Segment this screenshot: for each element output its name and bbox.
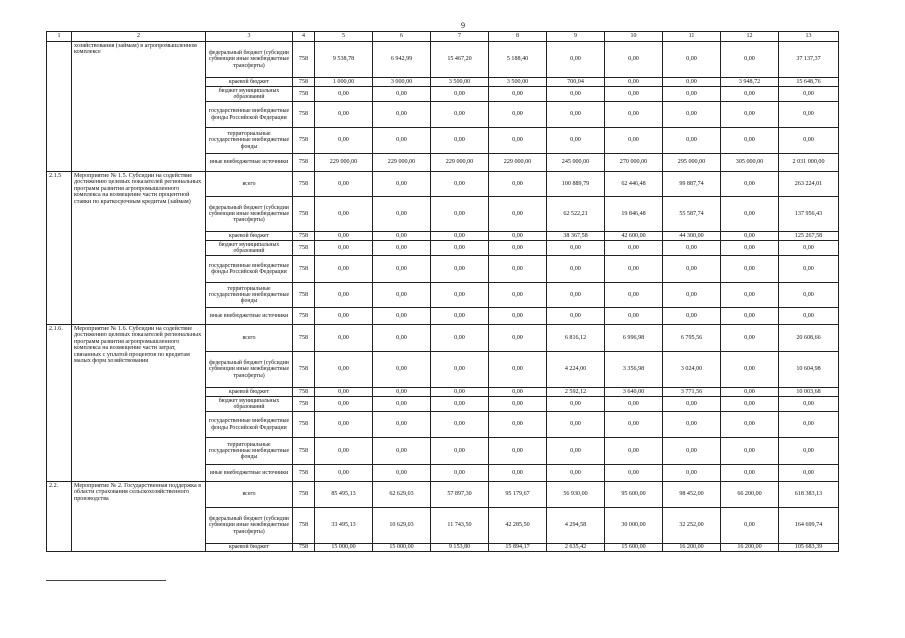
amount-cell: 0,00 [721, 283, 779, 308]
amount-cell: 0,00 [547, 42, 605, 78]
measure-description: Мероприятие № 2. Государственная поддержка в области страхования сельскохозяйственного производства [72, 482, 206, 552]
amount-cell: 42 285,50 [489, 508, 547, 544]
amount-cell: 30 000,00 [605, 508, 663, 544]
amount-cell: 0,00 [547, 397, 605, 412]
amount-cell: 0,00 [315, 397, 373, 412]
amount-cell: 0,00 [373, 325, 431, 352]
amount-cell: 0,00 [431, 232, 489, 241]
column-number-header: 6 [373, 32, 431, 42]
amount-cell: 0,00 [779, 283, 839, 308]
amount-cell: 0,00 [489, 232, 547, 241]
amount-cell: 0,00 [431, 397, 489, 412]
amount-cell: 3 024,00 [663, 352, 721, 388]
amount-cell: 0,00 [315, 128, 373, 154]
amount-cell: 0,00 [547, 283, 605, 308]
amount-cell: 164 699,74 [779, 508, 839, 544]
amount-cell: 0,00 [489, 87, 547, 102]
amount-cell: 270 000,00 [605, 154, 663, 172]
funding-source: иные внебюджетные источники [206, 465, 293, 482]
measure-description: Мероприятие № 1.6. Субсидии на содействие достижению целевых показателей региональных программ развития агропромышленного комплекса на возмещение части затрат, связанных с уплатой процентов по кредитам малых форм хозяйствования [72, 325, 206, 482]
funding-source: краевой бюджет [206, 232, 293, 241]
authority-code: 758 [293, 482, 315, 508]
column-number-header: 3 [206, 32, 293, 42]
authority-code: 758 [293, 154, 315, 172]
amount-cell: 229 000,00 [373, 154, 431, 172]
amount-cell: 0,00 [373, 256, 431, 283]
authority-code: 758 [293, 352, 315, 388]
amount-cell: 0,00 [721, 325, 779, 352]
amount-cell: 125 267,58 [779, 232, 839, 241]
amount-cell: 0,00 [373, 388, 431, 397]
amount-cell: 0,00 [315, 352, 373, 388]
amount-cell: 0,00 [489, 397, 547, 412]
amount-cell: 0,00 [721, 308, 779, 325]
amount-cell: 9 153,80 [431, 544, 489, 552]
amount-cell: 0,00 [779, 412, 839, 438]
amount-cell: 0,00 [373, 232, 431, 241]
amount-cell: 62 522,21 [547, 197, 605, 232]
funding-source: бюджет муниципальных образований [206, 397, 293, 412]
amount-cell: 0,00 [431, 465, 489, 482]
amount-cell: 1 000,00 [315, 78, 373, 87]
amount-cell: 0,00 [779, 465, 839, 482]
funding-source: всего [206, 482, 293, 508]
amount-cell: 0,00 [663, 256, 721, 283]
amount-cell: 4 224,00 [547, 352, 605, 388]
amount-cell: 37 137,37 [779, 42, 839, 78]
column-number-header: 12 [721, 32, 779, 42]
amount-cell: 0,00 [431, 438, 489, 465]
amount-cell: 618 383,13 [779, 482, 839, 508]
amount-cell: 0,00 [721, 256, 779, 283]
table-row [47, 325, 839, 352]
column-number-header: 8 [489, 32, 547, 42]
amount-cell: 0,00 [721, 508, 779, 544]
amount-cell: 0,00 [489, 197, 547, 232]
amount-cell: 0,00 [779, 241, 839, 256]
amount-cell: 245 000,00 [547, 154, 605, 172]
amount-cell: 0,00 [431, 308, 489, 325]
amount-cell: 0,00 [431, 352, 489, 388]
authority-code: 758 [293, 508, 315, 544]
amount-cell: 0,00 [779, 102, 839, 128]
amount-cell: 0,00 [373, 438, 431, 465]
amount-cell: 3 500,00 [489, 78, 547, 87]
amount-cell: 0,00 [431, 87, 489, 102]
funding-source: федеральный бюджет (субсидии субвенции иные межбюджетные трансферты) [206, 197, 293, 232]
amount-cell: 15 467,20 [431, 42, 489, 78]
amount-cell: 0,00 [721, 102, 779, 128]
amount-cell: 0,00 [605, 128, 663, 154]
column-number-header: 7 [431, 32, 489, 42]
amount-cell: 32 252,00 [663, 508, 721, 544]
amount-cell: 3 356,98 [605, 352, 663, 388]
amount-cell: 16 200,00 [663, 544, 721, 552]
amount-cell: 0,00 [663, 438, 721, 465]
authority-code: 758 [293, 325, 315, 352]
funding-source: федеральный бюджет (субсидии субвенции иные межбюджетные трансферты) [206, 508, 293, 544]
amount-cell: 0,00 [373, 283, 431, 308]
amount-cell: 10 604,98 [779, 352, 839, 388]
amount-cell: 66 200,00 [721, 482, 779, 508]
amount-cell: 0,00 [315, 87, 373, 102]
amount-cell: 0,00 [663, 78, 721, 87]
amount-cell: 0,00 [721, 465, 779, 482]
funding-source: государственные внебюджетные фонды Российской Федерации [206, 256, 293, 283]
amount-cell: 0,00 [721, 232, 779, 241]
authority-code: 758 [293, 412, 315, 438]
authority-code: 758 [293, 42, 315, 78]
authority-code: 758 [293, 241, 315, 256]
amount-cell: 42 600,00 [605, 232, 663, 241]
authority-code: 758 [293, 438, 315, 465]
amount-cell: 0,00 [489, 352, 547, 388]
amount-cell: 56 930,00 [547, 482, 605, 508]
amount-cell: 100 889,79 [547, 172, 605, 197]
amount-cell: 15 600,00 [605, 544, 663, 552]
amount-cell: 0,00 [663, 102, 721, 128]
amount-cell: 0,00 [315, 308, 373, 325]
amount-cell: 0,00 [779, 256, 839, 283]
amount-cell: 0,00 [721, 128, 779, 154]
column-number-header: 4 [293, 32, 315, 42]
table-row [47, 482, 839, 508]
amount-cell: 0,00 [315, 438, 373, 465]
authority-code: 758 [293, 388, 315, 397]
authority-code: 758 [293, 283, 315, 308]
amount-cell: 15 000,00 [315, 544, 373, 552]
amount-cell: 3 500,00 [431, 78, 489, 87]
amount-cell: 0,00 [315, 412, 373, 438]
amount-cell: 2 635,42 [547, 544, 605, 552]
amount-cell: 9 538,78 [315, 42, 373, 78]
funding-source: территориальные государственные внебюджетные фонды [206, 128, 293, 154]
amount-cell: 0,00 [721, 241, 779, 256]
funding-source: федеральный бюджет (субсидии субвенции иные межбюджетные трансферты) [206, 352, 293, 388]
amount-cell: 0,00 [663, 412, 721, 438]
amount-cell: 0,00 [721, 412, 779, 438]
authority-code: 758 [293, 232, 315, 241]
amount-cell: 0,00 [431, 325, 489, 352]
amount-cell: 229 000,00 [315, 154, 373, 172]
amount-cell: 4 294,58 [547, 508, 605, 544]
authority-code: 758 [293, 172, 315, 197]
amount-cell: 0,00 [315, 197, 373, 232]
amount-cell: 0,00 [547, 256, 605, 283]
amount-cell: 3 948,72 [721, 78, 779, 87]
amount-cell: 0,00 [605, 78, 663, 87]
amount-cell: 0,00 [489, 128, 547, 154]
funding-source: территориальные государственные внебюджетные фонды [206, 283, 293, 308]
amount-cell: 0,00 [721, 388, 779, 397]
amount-cell: 0,00 [373, 197, 431, 232]
column-number-header: 10 [605, 32, 663, 42]
amount-cell: 0,00 [315, 256, 373, 283]
amount-cell: 99 887,74 [663, 172, 721, 197]
amount-cell: 0,00 [605, 308, 663, 325]
column-number-header: 9 [547, 32, 605, 42]
amount-cell: 0,00 [431, 241, 489, 256]
amount-cell: 0,00 [373, 308, 431, 325]
amount-cell: 263 224,01 [779, 172, 839, 197]
funding-source: государственные внебюджетные фонды Российской Федерации [206, 102, 293, 128]
budget-table [46, 31, 839, 552]
amount-cell: 0,00 [605, 87, 663, 102]
amount-cell: 3 771,56 [663, 388, 721, 397]
authority-code: 758 [293, 397, 315, 412]
amount-cell: 0,00 [315, 283, 373, 308]
amount-cell: 0,00 [431, 388, 489, 397]
amount-cell: 0,00 [547, 412, 605, 438]
authority-code: 758 [293, 308, 315, 325]
amount-cell: 0,00 [315, 465, 373, 482]
funding-source: краевой бюджет [206, 388, 293, 397]
funding-source: бюджет муниципальных образований [206, 241, 293, 256]
amount-cell: 0,00 [547, 241, 605, 256]
amount-cell: 0,00 [779, 397, 839, 412]
measure-description: хозяйствования (займам) в агропромышленном комплексе [72, 42, 206, 172]
amount-cell: 0,00 [605, 412, 663, 438]
table-row [47, 172, 839, 197]
funding-source: бюджет муниципальных образований [206, 87, 293, 102]
amount-cell: 0,00 [605, 397, 663, 412]
amount-cell: 0,00 [489, 465, 547, 482]
amount-cell: 0,00 [315, 232, 373, 241]
amount-cell: 0,00 [373, 172, 431, 197]
funding-source: краевой бюджет [206, 78, 293, 87]
amount-cell: 20 608,66 [779, 325, 839, 352]
funding-source: всего [206, 325, 293, 352]
amount-cell: 0,00 [779, 128, 839, 154]
authority-code: 758 [293, 197, 315, 232]
amount-cell: 0,00 [431, 283, 489, 308]
amount-cell: 0,00 [547, 465, 605, 482]
amount-cell: 95 600,00 [605, 482, 663, 508]
amount-cell: 0,00 [779, 87, 839, 102]
authority-code: 758 [293, 128, 315, 154]
amount-cell: 0,00 [663, 42, 721, 78]
amount-cell: 0,00 [721, 42, 779, 78]
amount-cell: 0,00 [663, 241, 721, 256]
amount-cell: 0,00 [605, 256, 663, 283]
amount-cell: 229 000,00 [431, 154, 489, 172]
amount-cell: 0,00 [547, 102, 605, 128]
measure-description: Мероприятие № 1.5. Субсидии на содействие достижению целевых показателей региональных программ развития агропромышленного комплекса на возмещение части процентной ставки по краткосрочным кредитам (займам) [72, 172, 206, 325]
amount-cell: 0,00 [489, 241, 547, 256]
amount-cell: 0,00 [547, 128, 605, 154]
amount-cell: 38 367,58 [547, 232, 605, 241]
amount-cell: 95 179,67 [489, 482, 547, 508]
amount-cell: 0,00 [373, 87, 431, 102]
amount-cell: 0,00 [605, 438, 663, 465]
amount-cell: 0,00 [547, 438, 605, 465]
amount-cell: 0,00 [431, 256, 489, 283]
amount-cell: 0,00 [489, 102, 547, 128]
amount-cell: 0,00 [605, 465, 663, 482]
amount-cell: 44 300,00 [663, 232, 721, 241]
amount-cell: 3 640,00 [605, 388, 663, 397]
amount-cell: 0,00 [721, 87, 779, 102]
amount-cell: 0,00 [663, 128, 721, 154]
funding-source: государственные внебюджетные фонды Российской Федерации [206, 412, 293, 438]
amount-cell: 295 000,00 [663, 154, 721, 172]
amount-cell: 0,00 [721, 197, 779, 232]
amount-cell: 0,00 [373, 412, 431, 438]
amount-cell: 3 000,00 [373, 78, 431, 87]
amount-cell: 0,00 [489, 325, 547, 352]
column-number-header: 2 [72, 32, 206, 42]
amount-cell: 19 846,48 [605, 197, 663, 232]
column-number-header: 5 [315, 32, 373, 42]
amount-cell: 85 495,13 [315, 482, 373, 508]
amount-cell: 6 996,98 [605, 325, 663, 352]
amount-cell: 0,00 [663, 308, 721, 325]
amount-cell: 0,00 [663, 397, 721, 412]
amount-cell: 2 031 000,00 [779, 154, 839, 172]
amount-cell: 137 956,43 [779, 197, 839, 232]
amount-cell: 0,00 [663, 87, 721, 102]
amount-cell: 0,00 [489, 256, 547, 283]
measure-number: 2.1.6. [47, 325, 72, 482]
table-row [47, 42, 839, 78]
amount-cell: 57 897,30 [431, 482, 489, 508]
amount-cell: 16 200,00 [721, 544, 779, 552]
amount-cell: 15 648,76 [779, 78, 839, 87]
amount-cell: 0,00 [605, 283, 663, 308]
amount-cell: 5 188,40 [489, 42, 547, 78]
column-number-header: 13 [779, 32, 839, 42]
measure-number: 2.1.5 [47, 172, 72, 325]
amount-cell: 0,00 [373, 241, 431, 256]
amount-cell: 0,00 [489, 308, 547, 325]
measure-number: 2.2. [47, 482, 72, 552]
amount-cell: 0,00 [373, 397, 431, 412]
amount-cell: 15 894,17 [489, 544, 547, 552]
amount-cell: 0,00 [547, 308, 605, 325]
amount-cell: 0,00 [663, 465, 721, 482]
amount-cell: 700,04 [547, 78, 605, 87]
amount-cell: 11 743,50 [431, 508, 489, 544]
amount-cell: 0,00 [779, 308, 839, 325]
amount-cell: 2 592,12 [547, 388, 605, 397]
amount-cell: 0,00 [721, 438, 779, 465]
amount-cell: 0,00 [489, 412, 547, 438]
funding-source: всего [206, 172, 293, 197]
amount-cell: 105 683,39 [779, 544, 839, 552]
authority-code: 758 [293, 465, 315, 482]
funding-source: иные внебюджетные источники [206, 154, 293, 172]
amount-cell: 0,00 [489, 283, 547, 308]
amount-cell: 0,00 [315, 325, 373, 352]
amount-cell: 0,00 [373, 352, 431, 388]
amount-cell: 0,00 [373, 102, 431, 128]
amount-cell: 0,00 [721, 352, 779, 388]
amount-cell: 0,00 [721, 397, 779, 412]
amount-cell: 0,00 [663, 283, 721, 308]
amount-cell: 0,00 [315, 172, 373, 197]
amount-cell: 0,00 [431, 172, 489, 197]
amount-cell: 0,00 [605, 241, 663, 256]
amount-cell: 15 000,00 [373, 544, 431, 552]
amount-cell: 0,00 [373, 128, 431, 154]
header-row [47, 32, 839, 42]
amount-cell: 62 446,48 [605, 172, 663, 197]
amount-cell: 0,00 [431, 128, 489, 154]
measure-number [47, 42, 72, 172]
page-edge-mark [46, 580, 166, 581]
authority-code: 758 [293, 544, 315, 552]
amount-cell: 0,00 [721, 172, 779, 197]
amount-cell: 229 000,00 [489, 154, 547, 172]
authority-code: 758 [293, 102, 315, 128]
amount-cell: 0,00 [605, 42, 663, 78]
page-number: 9 [461, 21, 465, 30]
amount-cell: 10 003,68 [779, 388, 839, 397]
amount-cell: 98 452,00 [663, 482, 721, 508]
amount-cell: 33 495,13 [315, 508, 373, 544]
amount-cell: 0,00 [431, 102, 489, 128]
amount-cell: 62 629,03 [373, 482, 431, 508]
funding-source: федеральный бюджет (субсидии субвенции иные межбюджетные трансферты) [206, 42, 293, 78]
amount-cell: 0,00 [315, 388, 373, 397]
funding-source: территориальные государственные внебюджетные фонды [206, 438, 293, 465]
amount-cell: 0,00 [489, 438, 547, 465]
amount-cell: 0,00 [489, 172, 547, 197]
column-number-header: 1 [47, 32, 72, 42]
amount-cell: 0,00 [315, 102, 373, 128]
amount-cell: 10 629,03 [373, 508, 431, 544]
amount-cell: 0,00 [547, 87, 605, 102]
authority-code: 758 [293, 78, 315, 87]
authority-code: 758 [293, 256, 315, 283]
amount-cell: 0,00 [315, 241, 373, 256]
amount-cell: 0,00 [373, 465, 431, 482]
amount-cell: 0,00 [605, 102, 663, 128]
authority-code: 758 [293, 87, 315, 102]
column-number-header: 11 [663, 32, 721, 42]
amount-cell: 6 795,56 [663, 325, 721, 352]
amount-cell: 0,00 [779, 438, 839, 465]
amount-cell: 305 000,00 [721, 154, 779, 172]
funding-source: иные внебюджетные источники [206, 308, 293, 325]
amount-cell: 0,00 [431, 412, 489, 438]
funding-source: краевой бюджет [206, 544, 293, 552]
amount-cell: 55 587,74 [663, 197, 721, 232]
amount-cell: 0,00 [431, 197, 489, 232]
amount-cell: 6 942,99 [373, 42, 431, 78]
amount-cell: 6 816,12 [547, 325, 605, 352]
amount-cell: 0,00 [489, 388, 547, 397]
table-body [47, 32, 839, 552]
